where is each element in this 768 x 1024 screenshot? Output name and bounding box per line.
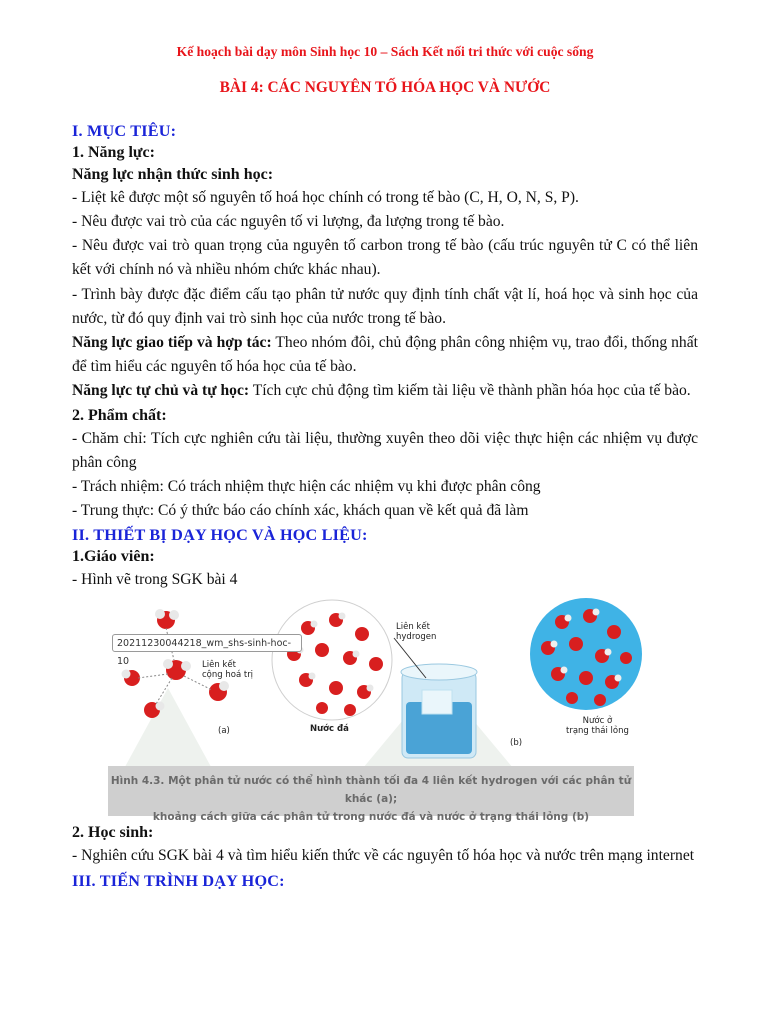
list-item: - Trình bày được đặc điểm cấu tạo phân tử nước quy định tính chất vật lí, hoá học và sinh học của nước, từ đó quy định vai trò sinh học của nước trong tế bào. — [72, 286, 698, 327]
list-item: - Liệt kê được một số nguyên tố hoá học chính có trong tế bào (C, H, O, N, S, P). — [72, 189, 579, 206]
subsection-qualities: 2. Phẩm chất: — [72, 407, 167, 424]
subsection-competence: 1. Năng lực: — [72, 144, 155, 161]
subsection-bio-competence: Năng lực nhận thức sinh học: — [72, 166, 274, 183]
paragraph-communication — [72, 331, 698, 379]
section-process-heading: III. TIẾN TRÌNH DẠY HỌC: — [72, 872, 285, 890]
label-hydrogen-bond: Liên kết hydrogen — [396, 622, 437, 642]
list-item: - Hình vẽ trong SGK bài 4 — [72, 571, 238, 588]
label-ice: Nước đá — [310, 724, 349, 734]
subsection-student: 2. Học sinh: — [72, 824, 154, 841]
label-covalent: Liên kết cộng hoá trị — [202, 660, 254, 680]
paragraph-selfstudy — [72, 379, 698, 403]
list-item: - Nêu được vai trò quan trọng của nguyên tố carbon trong tế bào (cấu trúc nguyên tử C có thể liên kết với chính nó và nhiều nhóm chức khác nhau). — [72, 237, 698, 278]
text-selfstudy: Tích cực chủ động tìm kiếm tài liệu về thành phần hóa học của tế bào. — [249, 382, 691, 399]
list-item: - Trung thực: Có ý thức báo cáo chính xác, khách quan về kết quả đã làm — [72, 502, 529, 519]
subsection-teacher: 1.Giáo viên: — [72, 548, 155, 565]
section-objectives-heading: I. MỤC TIÊU: — [72, 122, 177, 140]
figure-caption: Hình 4.3. Một phân tử nước có thể hình thành tối đa 4 liên kết hydrogen với các phân tử khác (a); khoảng cách giữa các phân tử trong nước đá và nước ở trạng thái lỏng (b) — [108, 766, 634, 816]
liquid-sphere — [530, 598, 642, 710]
ice-sphere — [272, 600, 392, 720]
water-molecule-figure — [108, 598, 634, 823]
document-page — [72, 44, 698, 892]
label-a: (a) — [218, 726, 230, 736]
list-item: - Trách nhiệm: Có trách nhiệm thực hiện các nhiệm vụ khi được phân công — [72, 478, 541, 495]
list-item: - Chăm chỉ: Tích cực nghiên cứu tài liệu, thường xuyên theo dõi việc thực hiện các nhiệm vụ được phân công — [72, 430, 698, 471]
watermark-label: 20211230044218_wm_shs-sinh-hoc-10 — [112, 634, 302, 652]
list-item: - Nêu được vai trò của các nguyên tố vi lượng, đa lượng trong tế bào. — [72, 213, 505, 230]
label-selfstudy: Năng lực tự chủ và tự học: — [72, 382, 250, 399]
label-liquid: Nước ở trạng thái lỏng — [566, 716, 629, 736]
beaker-illustration — [394, 638, 477, 758]
section-equipment-heading: II. THIẾT BỊ DẠY HỌC VÀ HỌC LIỆU: — [72, 526, 368, 544]
text-communication: Theo nhóm đôi, chủ động phân công nhiệm vụ, trao đổi, thống nhất để tìm hiểu các nguyên tố hóa học của tế bào. — [72, 334, 698, 375]
label-communication: Năng lực giao tiếp và hợp tác: — [72, 334, 272, 351]
document-header: Kế hoạch bài dạy môn Sinh học 10 – Sách Kết nối tri thức với cuộc sống — [176, 44, 594, 59]
lesson-title: BÀI 4: CÁC NGUYÊN TỐ HÓA HỌC VÀ NƯỚC — [219, 79, 551, 96]
list-item: - Nghiên cứu SGK bài 4 và tìm hiểu kiến thức về các nguyên tố hóa học và nước trên mạng internet — [72, 847, 695, 864]
label-b: (b) — [510, 738, 523, 748]
